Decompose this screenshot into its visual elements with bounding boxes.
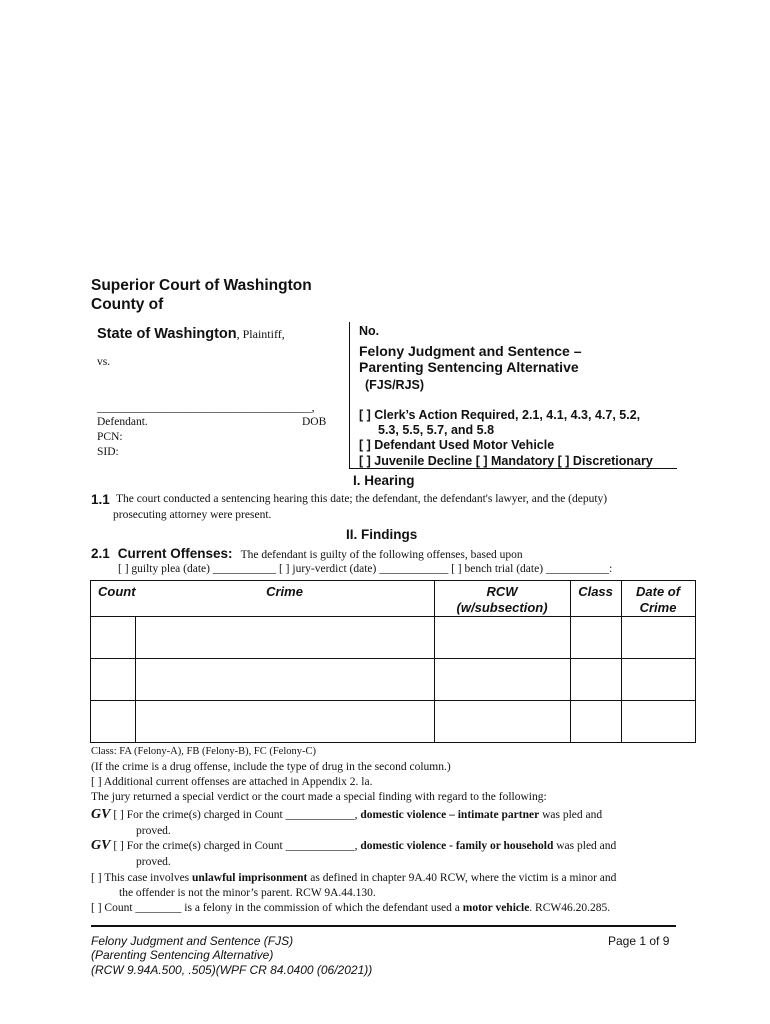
cell-date[interactable]: [621, 701, 695, 743]
section-1-1-number: 1.1: [91, 492, 110, 507]
header-date-sub: Crime: [639, 600, 677, 615]
gv1-bold: domestic violence – intimate partner: [360, 809, 540, 821]
offenses-table: [90, 580, 696, 743]
motor-vehicle-finding[interactable]: [91, 902, 610, 914]
header-count-label: Count: [98, 584, 136, 599]
dob-label: DOB: [302, 416, 327, 428]
caption-divider: [349, 322, 350, 469]
header-crime-label: Crime: [266, 584, 303, 599]
cell-class[interactable]: [570, 659, 621, 701]
motor-vehicle-checkbox[interactable]: [ ] Defendant Used Motor Vehicle: [359, 438, 555, 452]
gv-family-household-finding[interactable]: [91, 838, 616, 854]
plea-options[interactable]: [ ] guilty plea (date) ___________ [ ] jury-verdict (date) ____________ [ ] bench trial (date) ___________:: [118, 563, 613, 575]
defendant-blank: _____________________________________,: [97, 400, 315, 414]
state-name: State of Washington: [97, 326, 237, 342]
header-crime: [136, 581, 435, 617]
gv-marker: GV: [91, 807, 111, 822]
plaintiff-suffix: , Plaintiff,: [236, 327, 285, 341]
clerk-action-checkbox[interactable]: [ ] Clerk’s Action Required, 2.1, 4.1, 4.3, 4.7, 5.2,: [359, 408, 641, 422]
pcn-label: PCN:: [97, 431, 123, 443]
county-label: County of: [91, 296, 164, 313]
cell-date[interactable]: [621, 659, 695, 701]
current-offenses-label: Current Offenses:: [117, 546, 233, 561]
gv2-bold: domestic violence - family or household: [360, 840, 554, 852]
unlaw-continuation: the offender is not the minor’s parent. RCW 9A.44.130.: [119, 887, 376, 899]
cell-crime[interactable]: [136, 617, 435, 659]
hearing-text: The court conducted a sentencing hearing this date; the defendant, the defendant's lawyer, and the (deputy): [116, 493, 608, 505]
court-name: Superior Court of Washington: [91, 277, 312, 294]
table-header-row: [91, 581, 696, 617]
cell-count[interactable]: [91, 701, 136, 743]
hearing-text-cont: prosecuting attorney were present.: [113, 509, 272, 521]
page-number: Page 1 of 9: [608, 934, 670, 948]
doc-title-1: Felony Judgment and Sentence –: [359, 343, 582, 359]
plaintiff-line: [97, 325, 285, 343]
gv-marker: GV: [91, 838, 111, 853]
juvenile-decline-checkbox[interactable]: [ ] Juvenile Decline [ ] Mandatory [ ] Discretionary: [359, 454, 653, 468]
footer-line-2: (Parenting Sentencing Alternative): [91, 948, 274, 962]
unlaw-prefix: [ ] This case involves: [91, 872, 190, 884]
header-rcw: [434, 581, 570, 617]
gv-intimate-partner-finding[interactable]: [91, 807, 602, 823]
case-number-label: No.: [359, 324, 380, 338]
section-2-1-number: 2.1: [91, 546, 110, 561]
unlaw-suffix: as defined in chapter 9A.40 RCW, where the victim is a minor and: [310, 872, 617, 884]
count-suffix: . RCW46.20.285.: [529, 902, 611, 914]
gv1-prefix: [ ] For the crime(s) charged in Count ____________,: [113, 809, 358, 821]
cell-crime[interactable]: [136, 659, 435, 701]
class-note: Class: FA (Felony-A), FB (Felony-B), FC (Felony-C): [91, 746, 316, 757]
caption-bottom-rule: [349, 468, 677, 469]
header-class-label: Class: [578, 584, 613, 599]
current-offenses-line: [91, 545, 523, 563]
footer-line-3: (RCW 9.94A.500, .505)(WPF CR 84.0400 (06/2021)): [91, 963, 373, 977]
unlawful-imprisonment-finding[interactable]: [91, 872, 616, 884]
section-heading-findings: II. Findings: [346, 527, 418, 542]
gv2-suffix: was pled and: [556, 840, 617, 852]
gv2-continuation: proved.: [136, 856, 171, 868]
header-rcw-sub: (w/subsection): [456, 600, 548, 615]
header-count: [91, 581, 136, 617]
defendant-label: Defendant.: [97, 416, 148, 428]
drug-note: (If the crime is a drug offense, include the type of drug in the second column.): [91, 761, 451, 773]
footer-rule: [91, 925, 676, 927]
header-date: [621, 581, 695, 617]
header-rcw-label: RCW: [486, 584, 518, 599]
cell-count[interactable]: [91, 659, 136, 701]
versus: vs.: [97, 356, 111, 368]
count-prefix: [ ] Count ________ is a felony in the commission of which the defendant used a: [91, 902, 460, 914]
gv1-continuation: proved.: [136, 825, 171, 837]
table-row: [91, 701, 696, 743]
gv2-prefix: [ ] For the crime(s) charged in Count ____________,: [113, 840, 358, 852]
cell-count[interactable]: [91, 617, 136, 659]
cell-date[interactable]: [621, 617, 695, 659]
doc-abbreviation: (FJS/RJS): [365, 378, 425, 392]
appendix-checkbox[interactable]: [ ] Additional current offenses are attached in Appendix 2. la.: [91, 776, 373, 788]
current-offenses-text: The defendant is guilty of the following offenses, based upon: [240, 549, 523, 561]
cell-rcw[interactable]: [434, 701, 570, 743]
count-bold: motor vehicle: [462, 902, 530, 914]
cell-rcw[interactable]: [434, 617, 570, 659]
footer-line-1: Felony Judgment and Sentence (FJS): [91, 934, 294, 948]
clerk-action-sections: 5.3, 5.5, 5.7, and 5.8: [378, 423, 495, 437]
cell-rcw[interactable]: [434, 659, 570, 701]
doc-title-2: Parenting Sentencing Alternative: [359, 359, 579, 375]
gv1-suffix: was pled and: [542, 809, 603, 821]
unlaw-bold: unlawful imprisonment: [192, 872, 308, 884]
table-row: [91, 659, 696, 701]
header-date-label: Date of: [636, 584, 681, 599]
cell-class[interactable]: [570, 617, 621, 659]
section-heading-hearing: I. Hearing: [353, 473, 415, 488]
cell-class[interactable]: [570, 701, 621, 743]
table-row: [91, 617, 696, 659]
sid-label: SID:: [97, 446, 119, 458]
header-class: [570, 581, 621, 617]
special-verdict-text: The jury returned a special verdict or the court made a special finding with regard to the following:: [91, 791, 547, 803]
cell-crime[interactable]: [136, 701, 435, 743]
